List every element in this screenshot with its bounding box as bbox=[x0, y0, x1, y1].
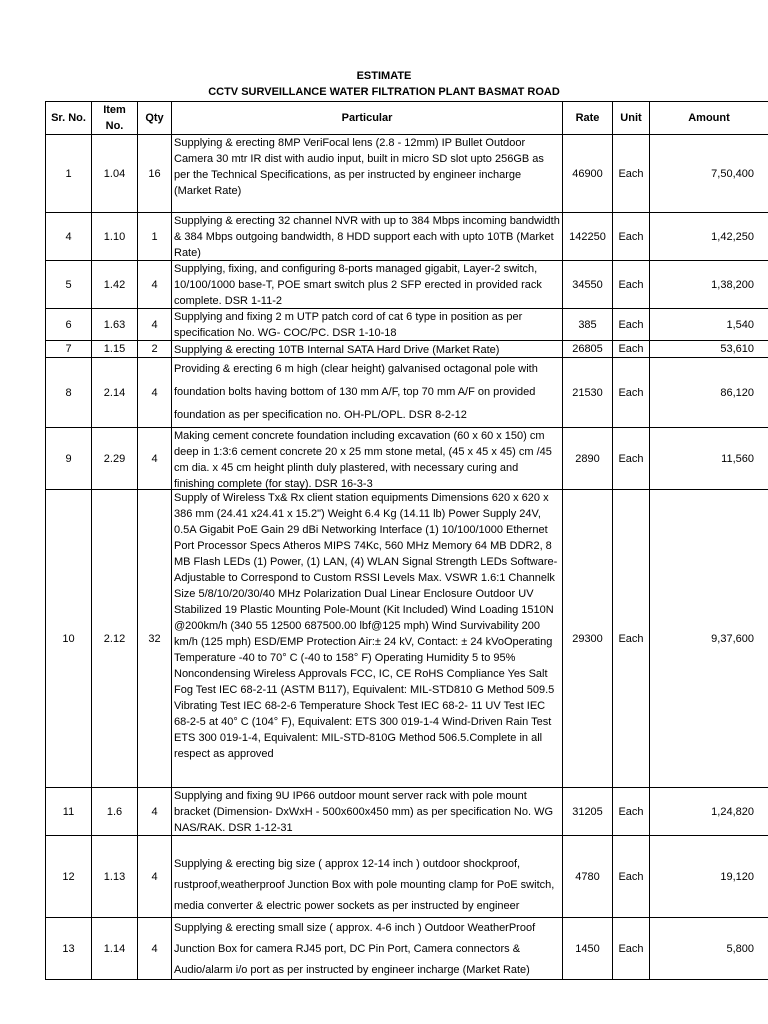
rate-cell: 26805 bbox=[563, 341, 613, 358]
document-subtitle: CCTV SURVEILLANCE WATER FILTRATION PLANT BASMAT ROAD bbox=[208, 86, 560, 98]
table-row bbox=[46, 341, 768, 358]
unit-cell: Each bbox=[613, 490, 650, 788]
table-row bbox=[46, 490, 768, 788]
particular-cell bbox=[172, 836, 563, 918]
sr-no-cell: 5 bbox=[46, 261, 92, 309]
particular-cell bbox=[172, 135, 563, 213]
unit-cell: Each bbox=[613, 341, 650, 358]
unit-cell: Each bbox=[613, 918, 650, 980]
document-title: ESTIMATE bbox=[356, 70, 412, 82]
particular-text: Supplying & erecting 8MP VeriFocal lens (2.8 - 12mm) IP Bullet Outdoor Camera 30 mtr IR dist with audio input, built in micro SD slot upto 256GB as per the Technical Specifications, as per instructed by engineer incharge (Market Rate) bbox=[174, 137, 544, 197]
table-row bbox=[46, 788, 768, 836]
unit-cell: Each bbox=[613, 261, 650, 309]
sr-no-cell: 11 bbox=[46, 788, 92, 836]
particular-text: Supplying & erecting 10TB Internal SATA Hard Drive (Market Rate) bbox=[174, 343, 500, 356]
table-row bbox=[46, 918, 768, 980]
particular-text: Supplying & erecting 32 channel NVR with up to 384 Mbps incoming bandwidth & 384 Mbps outgoing bandwidth, 8 HDD support each with upto 10TB (Market Rate) bbox=[174, 215, 560, 259]
qty-cell: 32 bbox=[138, 490, 172, 788]
qty-cell: 2 bbox=[138, 341, 172, 358]
table-row bbox=[46, 309, 768, 341]
rate-cell: 31205 bbox=[563, 788, 613, 836]
item-no-cell: 1.42 bbox=[92, 261, 138, 309]
amount-cell: 53,610 bbox=[650, 341, 768, 358]
rate-cell: 34550 bbox=[563, 261, 613, 309]
rate-cell: 4780 bbox=[563, 836, 613, 918]
rate-cell: 385 bbox=[563, 309, 613, 341]
particular-cell bbox=[172, 309, 563, 341]
particular-cell bbox=[172, 358, 563, 428]
qty-cell: 4 bbox=[138, 836, 172, 918]
amount-cell: 1,42,250 bbox=[650, 213, 768, 261]
item-no-cell: 1.6 bbox=[92, 788, 138, 836]
qty-cell: 4 bbox=[138, 918, 172, 980]
sr-no-cell: 1 bbox=[46, 135, 92, 213]
header-rate: Rate bbox=[563, 102, 613, 135]
rate-cell: 2890 bbox=[563, 428, 613, 490]
table-row bbox=[46, 428, 768, 490]
amount-cell: 9,37,600 bbox=[650, 490, 768, 788]
header-unit: Unit bbox=[613, 102, 650, 135]
qty-cell: 16 bbox=[138, 135, 172, 213]
amount-cell: 7,50,400 bbox=[650, 135, 768, 213]
header-row bbox=[46, 102, 768, 135]
qty-cell: 4 bbox=[138, 261, 172, 309]
particular-cell bbox=[172, 490, 563, 788]
amount-cell: 1,38,200 bbox=[650, 261, 768, 309]
item-no-cell: 1.15 bbox=[92, 341, 138, 358]
unit-cell: Each bbox=[613, 428, 650, 490]
item-no-cell: 1.10 bbox=[92, 213, 138, 261]
unit-cell: Each bbox=[613, 836, 650, 918]
rate-cell: 46900 bbox=[563, 135, 613, 213]
item-no-cell: 1.14 bbox=[92, 918, 138, 980]
particular-text: Supplying, fixing, and configuring 8-ports managed gigabit, Layer-2 switch, 10/100/1000 base-T, POE smart switch plus 2 SFP erected in provided rack complete. DSR 1-11-2 bbox=[174, 263, 542, 307]
particular-text: Supplying and fixing 2 m UTP patch cord of cat 6 type in position as per specification No. WG- COC/PC. DSR 1-10-18 bbox=[174, 311, 523, 339]
particular-cell bbox=[172, 428, 563, 490]
sr-no-cell: 13 bbox=[46, 918, 92, 980]
amount-cell: 86,120 bbox=[650, 358, 768, 428]
particular-text: Supplying and fixing 9U IP66 outdoor mount server rack with pole mount bracket (Dimension- DxWxH - 500x600x450 mm) as per specification No. WG NAS/RAK. DSR 1-12-31 bbox=[174, 790, 554, 834]
table-row bbox=[46, 358, 768, 428]
qty-cell: 4 bbox=[138, 428, 172, 490]
qty-cell: 4 bbox=[138, 788, 172, 836]
rate-cell: 29300 bbox=[563, 490, 613, 788]
amount-cell: 11,560 bbox=[650, 428, 768, 490]
unit-cell: Each bbox=[613, 309, 650, 341]
header-amount: Amount bbox=[650, 102, 768, 135]
rate-cell: 1450 bbox=[563, 918, 613, 980]
qty-cell: 4 bbox=[138, 309, 172, 341]
qty-cell: 1 bbox=[138, 213, 172, 261]
sr-no-cell: 6 bbox=[46, 309, 92, 341]
unit-cell: Each bbox=[613, 788, 650, 836]
table-row bbox=[46, 261, 768, 309]
item-no-cell: 1.13 bbox=[92, 836, 138, 918]
rate-cell: 142250 bbox=[563, 213, 613, 261]
header-item-no: Item No. bbox=[92, 102, 138, 135]
table-row bbox=[46, 836, 768, 918]
item-no-cell: 2.12 bbox=[92, 490, 138, 788]
sr-no-cell: 12 bbox=[46, 836, 92, 918]
sr-no-cell: 7 bbox=[46, 341, 92, 358]
qty-cell: 4 bbox=[138, 358, 172, 428]
particular-cell bbox=[172, 341, 563, 358]
table-row bbox=[46, 135, 768, 213]
particular-cell bbox=[172, 213, 563, 261]
particular-text: Supplying & erecting big size ( approx 12-14 inch ) outdoor shockproof, rustproof,weatherproof Junction Box with pole mounting clamp for PoE switch, media converter & electric power sockets as per instructed by engineer bbox=[174, 858, 555, 912]
amount-cell: 19,120 bbox=[650, 836, 768, 918]
sr-no-cell: 4 bbox=[46, 213, 92, 261]
particular-cell bbox=[172, 918, 563, 980]
rate-cell: 21530 bbox=[563, 358, 613, 428]
estimate-table bbox=[45, 101, 768, 980]
particular-text: Supplying & erecting small size ( approx. 4-6 inch ) Outdoor WeatherProof Junction Box for camera RJ45 port, DC Pin Port, Camera connectors & Audio/alarm i/o port as per instructed by engineer incharge (Market Rate) bbox=[174, 922, 536, 976]
particular-cell bbox=[172, 261, 563, 309]
header-qty: Qty bbox=[138, 102, 172, 135]
item-no-cell: 2.14 bbox=[92, 358, 138, 428]
header-sr-no: Sr. No. bbox=[46, 102, 92, 135]
item-no-cell: 1.04 bbox=[92, 135, 138, 213]
sr-no-cell: 10 bbox=[46, 490, 92, 788]
item-no-cell: 1.63 bbox=[92, 309, 138, 341]
amount-cell: 1,24,820 bbox=[650, 788, 768, 836]
particular-text: Supply of Wireless Tx& Rx client station equipments Dimensions 620 x 620 x 386 mm (24.41 x24.41 x 15.2") Weight 6.4 Kg (14.11 lb) Power Supply 24V, 0.5A Gigabit PoE Gain 29 dBi Networking Interface (1) 10/100/1000 Ethernet Port Processor Specs Atheros MIPS 74Kc, 560 MHz Memory 64 MB DDR2, 8 MB Flash LEDs (1) Power, (1) LAN, (4) WLAN Signal Strength LEDs Software-Adjustable to Correspond to Custom RSSI Levels Max. VSWR 1.6:1 Channelk Size 5/8/10/20/30/40 MHz Polarization Dual Linear Enclosure Outdoor UV Stabilized 19 Plastic Mounting Pole-Mount (Kit Included) Wind Loading 1510N @200km/h (340 55 12500 687500.00 lbf@125 mph) Wind Survivability 200 km/h (125 mph) ESD/EMP Protection Air:± 24 kV, Contact: ± 24 kVoOperating Temperature -40 to 70° C (-40 to 158° F) Operating Humidity 5 to 95% Noncondensing Wireless Approvals FCC, IC, CE RoHS Compliance Yes Salt Fog Test IEC 68-2-11 (ASTM B117), Equivalent: MIL-STD810 G Method 509.5 Vibrating Test IEC 68-2-6 Temperature Shock Test IEC 68-2- 11 UV Test IEC 68-2-5 at 40° C (104° F), Equivalent: ETS 300 019-1-4 Wind-Driven Rain Test ETS 300 019-1-4, Equivalent: MIL-STD-810G Method 506.5.Complete in all respect as approved bbox=[174, 492, 558, 760]
table-row bbox=[46, 213, 768, 261]
amount-cell: 5,800 bbox=[650, 918, 768, 980]
item-no-cell: 2.29 bbox=[92, 428, 138, 490]
unit-cell: Each bbox=[613, 358, 650, 428]
unit-cell: Each bbox=[613, 135, 650, 213]
sr-no-cell: 9 bbox=[46, 428, 92, 490]
header-particular: Particular bbox=[172, 102, 563, 135]
unit-cell: Each bbox=[613, 213, 650, 261]
particular-text: Providing & erecting 6 m high (clear height) galvanised octagonal pole with foundation bolts having bottom of 130 mm A/F, top 70 mm A/F on provided foundation as per specification no. OH-PL/OPL. DSR 8-2-12 bbox=[174, 363, 538, 421]
particular-text: Making cement concrete foundation including excavation (60 x 60 x 150) cm deep in 1:3:6 cement concrete 20 x 25 mm stone metal, (45 x 45 x 45) cm /45 cm dia. x 45 cm height plinth duly plastered, with necessary curing and finishing complete (for stay). DSR 16-3-3 bbox=[174, 430, 552, 489]
particular-cell bbox=[172, 788, 563, 836]
sr-no-cell: 8 bbox=[46, 358, 92, 428]
amount-cell: 1,540 bbox=[650, 309, 768, 341]
